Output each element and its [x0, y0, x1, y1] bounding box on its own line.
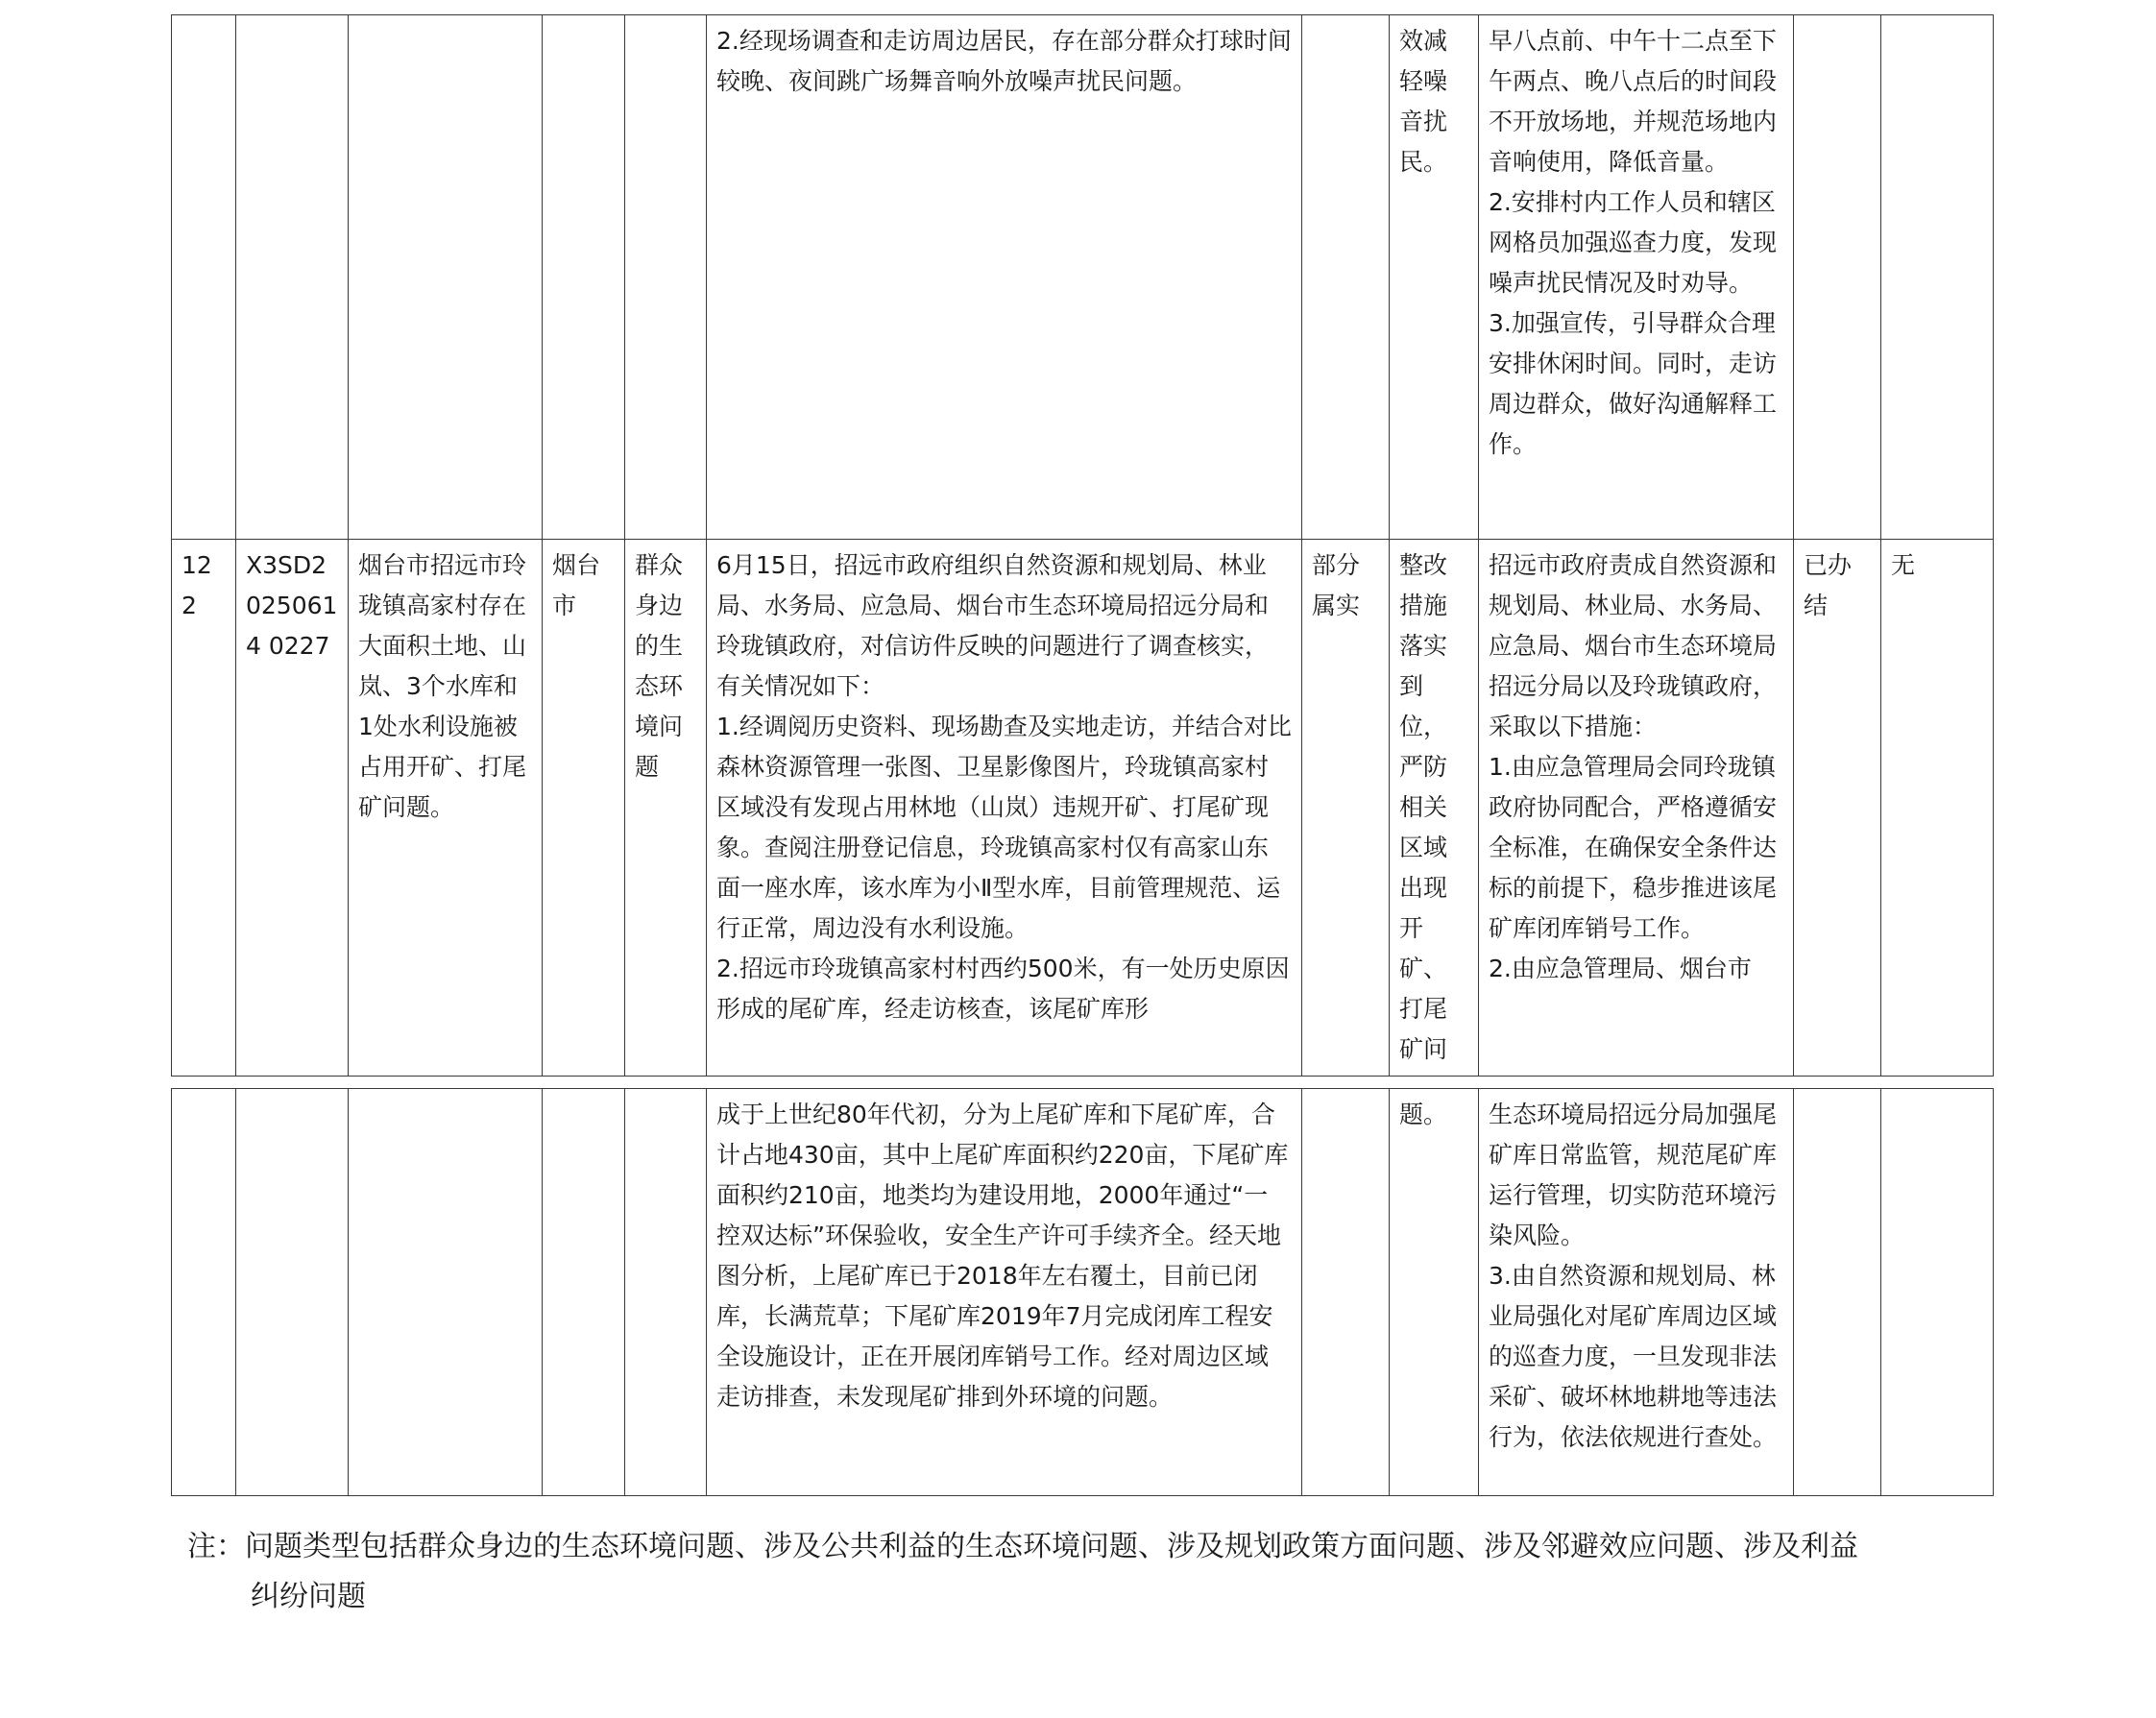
region-cell — [543, 15, 625, 540]
issue-cell — [349, 1089, 543, 1496]
issue-cell — [349, 15, 543, 540]
type-cell: 群众身边的生态环境问题 — [625, 540, 707, 1077]
table-row-previous-continued — [172, 15, 1994, 540]
type-cell — [625, 15, 707, 540]
status-cell — [1794, 1089, 1881, 1496]
findings-cell: 2.经现场调查和走访周边居民，存在部分群众打球时间较晚、夜间跳广场舞音响外放噪声扰民问题。 — [707, 15, 1302, 540]
accountability-cell — [1881, 15, 1994, 540]
findings-cell: 成于上世纪80年代初，分为上尾矿库和下尾矿库，合计占地430亩，其中上尾矿库面积约220亩，下尾矿库面积约210亩，地类均为建设用地，2000年通过“一控双达标”环保验收，安全生产许可手续齐全。经天地图分析，上尾矿库已于2018年左右覆土，目前已闭库，长满荒草；下尾矿库2019年7月完成闭库工程安全设施设计，正在开展闭库销号工作。经对周边区域走访排查，未发现尾矿排到外环境的问题。 — [707, 1089, 1302, 1496]
measures-cell: 生态环境局招远分局加强尾矿库日常监管，规范尾矿库运行管理，切实防范环境污染风险。 3.由自然资源和规划局、林业局强化对尾矿库周边区域的巡查力度，一旦发现非法采矿、破坏林地耕地等违法行为，依法依规进行查处。 — [1479, 1089, 1794, 1496]
goal-cell: 效减轻噪音扰民。 — [1390, 15, 1479, 540]
seq-cell — [172, 1089, 236, 1496]
issue-cell: 烟台市招远市玲珑镇高家村存在大面积土地、山岚、3个水库和1处水利设施被占用开矿、打尾矿问题。 — [349, 540, 543, 1077]
code-cell — [236, 15, 349, 540]
measures-cell: 早八点前、中午十二点至下午两点、晚八点后的时间段不开放场地，并规范场地内音响使用，降低音量。 2.安排村内工作人员和辖区网格员加强巡查力度，发现噪声扰民情况及时劝导。 3.加强宣传，引导群众合理安排休闲时间。同时，走访周边群众，做好沟通解释工作。 — [1479, 15, 1794, 540]
complaint-table-part1 — [171, 14, 1994, 1077]
seq-cell: 122 — [172, 540, 236, 1077]
findings-cell: 6月15日，招远市政府组织自然资源和规划局、林业局、水务局、应急局、烟台市生态环境局招远分局和玲珑镇政府，对信访件反映的问题进行了调查核实，有关情况如下： 1.经调阅历史资料、现场勘查及实地走访，并结合对比森林资源管理一张图、卫星影像图片，玲珑镇高家村区域没有发现占用林地（山岚）违规开矿、打尾矿现象。查阅注册登记信息，玲珑镇高家村仅有高家山东面一座水库，该水库为小Ⅱ型水库，目前管理规范、运行正常，周边没有水利设施。 2.招远市玲珑镇高家村村西约500米，有一处历史原因形成的尾矿库，经走访核查，该尾矿库形 — [707, 540, 1302, 1077]
status-cell — [1794, 15, 1881, 540]
region-cell — [543, 1089, 625, 1496]
footnote-line-2: 纠纷问题 — [251, 1580, 366, 1613]
complaint-table-part2 — [171, 1088, 1994, 1496]
status-cell: 已办结 — [1794, 540, 1881, 1077]
goal-cell: 题。 — [1390, 1089, 1479, 1496]
accountability-cell — [1881, 1089, 1994, 1496]
verdict-cell — [1302, 15, 1390, 540]
measures-cell: 招远市政府责成自然资源和规划局、林业局、水务局、应急局、烟台市生态环境局招远分局以及玲珑镇政府，采取以下措施： 1.由应急管理局会同玲珑镇政府协同配合，严格遵循安全标准，在确保安全条件达标的前提下，稳步推进该尾矿库闭库销号工作。 2.由应急管理局、烟台市 — [1479, 540, 1794, 1077]
table-row-122-continued — [172, 1089, 1994, 1496]
table-row-122 — [172, 540, 1994, 1077]
code-cell — [236, 1089, 349, 1496]
footnote — [187, 1522, 1993, 1622]
goal-cell: 整改措施落实到位，严防相关区域出现开矿、打尾矿问 — [1390, 540, 1479, 1077]
region-cell: 烟台市 — [543, 540, 625, 1077]
verdict-cell — [1302, 1089, 1390, 1496]
accountability-cell: 无 — [1881, 540, 1994, 1077]
type-cell — [625, 1089, 707, 1496]
verdict-cell: 部分属实 — [1302, 540, 1390, 1077]
seq-cell — [172, 15, 236, 540]
code-cell: X3SD20250614 0227 — [236, 540, 349, 1077]
footnote-line-1: 注：问题类型包括群众身边的生态环境问题、涉及公共利益的生态环境问题、涉及规划政策方面问题、涉及邻避效应问题、涉及利益 — [187, 1530, 1858, 1563]
